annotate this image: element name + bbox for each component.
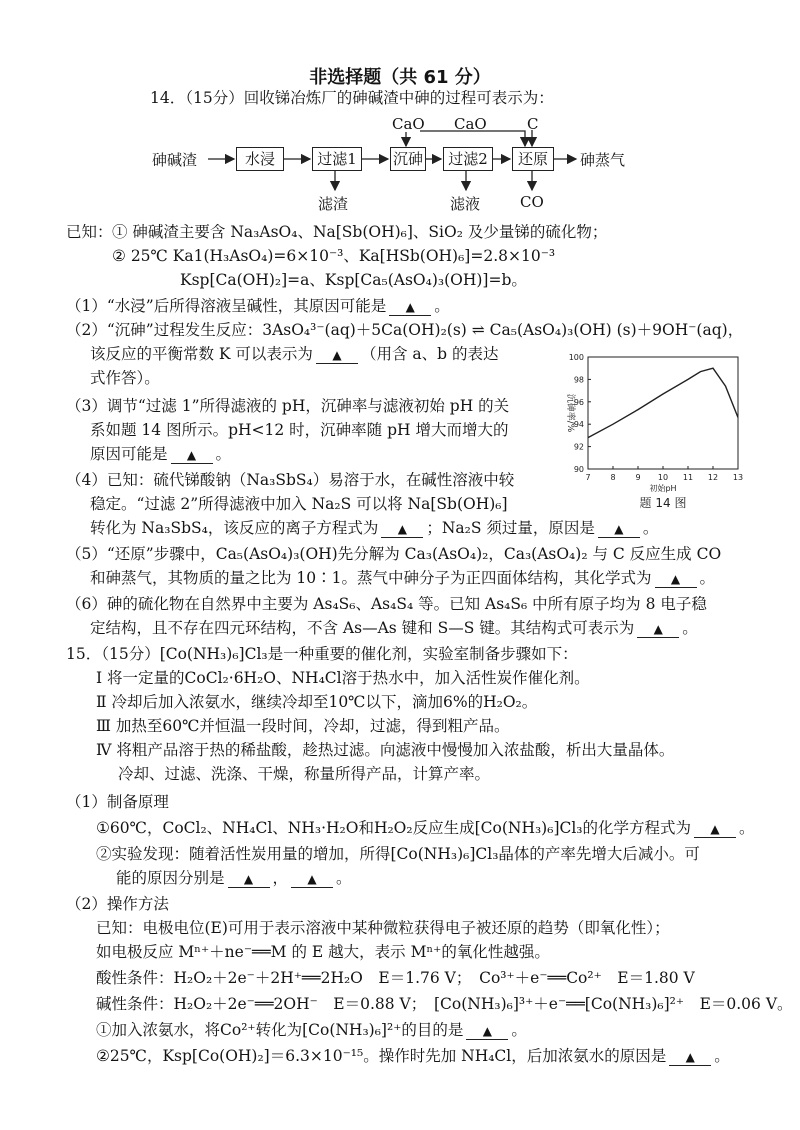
q14-part2-text: 该反应的平衡常数 K 可以表示为 (90, 345, 313, 363)
flow-out-co: CO (520, 193, 544, 211)
flow-add-cao2: CaO (454, 115, 487, 133)
q14-part2-tail: （用含 a、b 的表达 (360, 345, 499, 363)
punct: 。 (215, 445, 232, 463)
q15-known-base: 碱性条件：H₂O₂＋2e⁻══2OH⁻ E＝0.88 V； [Co(NH₃)₆]³⁺＋e⁻══[Co(NH₃)₆]²⁺ E＝0.06 V。 (96, 995, 793, 1013)
flow-input: 砷碱渣 (152, 151, 198, 169)
punct: 。 (336, 869, 352, 887)
q14-part3-line3 (90, 444, 231, 464)
answer-blank[interactable]: ▲ (389, 299, 431, 316)
q15-part2-q2 (96, 1046, 730, 1066)
q14-part3-text: 原因可能是 (90, 445, 168, 463)
y-tick-label: 98 (573, 375, 584, 385)
answer-blank[interactable]: ▲ (381, 521, 423, 538)
q15-known-2: 如电极反应 Mⁿ⁺＋ne⁻══M 的 E 越大，表示 Mⁿ⁺的氧化性越强。 (96, 943, 550, 961)
answer-blank[interactable]: ▲ (598, 521, 640, 538)
x-tick-label: 9 (635, 473, 641, 482)
flow-out-filtrate: 滤液 (450, 195, 481, 213)
q14-part4-text: 转化为 Na₃SbS₄，该反应的离子方程式为 (90, 519, 379, 537)
answer-blank[interactable]: ▲ (228, 871, 270, 888)
q15-part1-q1-text: ①60℃，CoCl₂、NH₄Cl、NH₃·H₂O和H₂O₂反应生成[Co(NH₃)₆]Cl₃的化学方程式为 (96, 819, 692, 837)
chart-caption: 题 14 图 (639, 496, 687, 510)
q14-part2-line1: （2）“沉砷”过程发生反应：3AsO₄³⁻(aq)＋5Ca(OH)₂(s) ⇌ Ca₅(AsO₄)₃(OH) (s)＋9OH⁻(aq)， (66, 321, 744, 339)
known-label: 已知： (66, 223, 113, 241)
punct: 。 (699, 569, 716, 587)
punct: 。 (682, 619, 698, 637)
q14-part4-line1: （4）已知：硫代锑酸钠（Na₃SbS₄）易溶于水，在碱性溶液中较 (66, 471, 515, 489)
q15-part1-q2-cont (116, 868, 352, 888)
q14-part3-line2: 系如题 14 图所示。pH<12 时，沉砷率随 pH 增大而增大的 (90, 421, 509, 439)
x-tick-label: 11 (682, 473, 694, 482)
x-tick-label: 13 (732, 473, 744, 482)
punct: 。 (642, 519, 659, 537)
punct: 。 (739, 819, 755, 837)
flow-step-filter2: 过滤2 (443, 147, 493, 171)
flow-output: 砷蒸气 (580, 151, 626, 169)
q14-part1-text: （1）“水浸”后所得溶液呈碱性，其原因可能是 (66, 297, 387, 315)
answer-blank[interactable]: ▲ (171, 447, 213, 464)
y-tick-label: 100 (568, 353, 584, 362)
x-tick-label: 12 (707, 473, 719, 482)
section-title: 非选择题（共 61 分） (309, 67, 491, 88)
q14-part3-line1: （3）调节“过滤 1”所得滤液的 pH，沉砷率与滤液初始 pH 的关 (66, 397, 510, 415)
y-axis-label: 沉砷率/% (565, 393, 575, 433)
punct: 。 (511, 1021, 527, 1039)
flow-out-residue: 滤渣 (318, 195, 349, 213)
y-tick-label: 90 (573, 465, 584, 474)
q15-step4-cont: 冷却、过滤、洗涤、干燥，称量所得产品，计算产率。 (118, 765, 491, 783)
q15-known-1: 已知：电极电位(E)可用于表示溶液中某种微粒获得电子被还原的趋势（即氧化性）； (96, 919, 670, 937)
q15-part2-q1 (96, 1020, 527, 1040)
q14-part2-line3: 式作答）。 (90, 369, 160, 387)
y-tick-label: 92 (573, 442, 584, 452)
q14-part6-text: 定结构，且不存在四元环结构，不含 As—As 键和 S—S 键。其结构式可表示为 (90, 619, 635, 637)
q15-part1-q2: ②实验发现：随着活性炭用量的增加，所得[Co(NH₃)₆]Cl₃晶体的产率先增大后减小。可 (96, 845, 700, 863)
y-tick-label: 96 (573, 397, 584, 407)
flow-add-c: C (527, 115, 539, 133)
known-3: Ksp[Ca(OH)₂]=a、Ksp[Ca₅(AsO₄)₃(OH)]=b。 (180, 271, 527, 289)
q14-part6-line2 (90, 618, 698, 638)
q15-step3: Ⅲ 加热至60℃并恒温一段时间，冷却，过滤，得到粗产品。 (96, 717, 510, 735)
q14-part4-line3 (90, 518, 658, 538)
answer-blank[interactable]: ▲ (655, 571, 697, 588)
arrow-cao2 (420, 131, 525, 146)
punct: 。 (434, 297, 450, 315)
chart-frame (588, 357, 738, 469)
q15-known-acid: 酸性条件：H₂O₂＋2e⁻＋2H⁺══2H₂O E＝1.76 V； Co³⁺＋e⁻══Co²⁺ E＝1.80 V (96, 969, 695, 987)
q14-part5-line1: （5）“还原”步骤中，Ca₅(AsO₄)₃(OH)先分解为 Ca₃(AsO₄)₂，Ca₃(AsO₄)₂ 与 C 反应生成 CO (66, 545, 722, 563)
ph-chart (560, 345, 775, 515)
x-tick-label: 8 (610, 473, 616, 482)
q14-intro: 14．（15分）回收锑冶炼厂的砷碱渣中砷的过程可表示为： (150, 89, 554, 107)
known-1: ① 砷碱渣主要含 Na₃AsO₄、Na[Sb(OH)₆]、SiO₂ 及少量锑的硫化物； (112, 223, 608, 241)
q14-part6-line1: （6）砷的硫化物在自然界中主要为 As₄S₆、As₄S₄ 等。已知 As₄S₆ 中所有原子均为 8 电子稳 (66, 595, 707, 613)
q14-part1 (66, 296, 450, 316)
series-line (588, 368, 738, 437)
q15-part2-heading: （2）操作方法 (66, 895, 169, 913)
x-axis-label: 初始pH (649, 484, 677, 493)
q14-part5-text: 和砷蒸气，其物质的量之比为 10∶1。蒸气中砷分子为正四面体结构，其化学式为 (90, 569, 652, 587)
q14-part2-line2 (90, 344, 498, 364)
y-tick-label: 94 (573, 420, 584, 430)
answer-blank[interactable]: ▲ (637, 621, 679, 638)
q15-intro: 15．（15分）[Co(NH₃)₆]Cl₃是一种重要的催化剂，实验室制备步骤如下： (66, 645, 578, 663)
q15-part1-q2-text: 能的原因分别是 (116, 869, 225, 887)
q14-part4-mid: ；Na₂S 须过量，原因是 (426, 519, 595, 537)
flow-step-water-leach: 水浸 (236, 147, 284, 171)
q15-part2-q2-text: ②25℃，Ksp[Co(OH)₂]＝6.3×10⁻¹⁵。操作时先加 NH₄Cl，后加浓氨水的原因是 (96, 1047, 667, 1065)
answer-blank[interactable]: ▲ (466, 1023, 508, 1040)
flow-step-filter1: 过滤1 (312, 147, 362, 171)
q14-part5-line2 (90, 568, 715, 588)
q15-step4: Ⅳ 将粗产品溶于热的稀盐酸，趁热过滤。向滤液中慢慢加入浓盐酸，析出大量晶体。 (96, 741, 675, 759)
answer-blank[interactable]: ▲ (694, 821, 736, 838)
x-tick-label: 7 (585, 473, 591, 482)
punct: 。 (714, 1047, 730, 1065)
x-tick-label: 10 (657, 473, 669, 482)
known-2: ② 25℃ Ka1(H₃AsO₄)=6×10⁻³、Ka[HSb(OH)₆]=2.8×10⁻³ (112, 247, 556, 265)
q15-step1: Ⅰ 将一定量的CoCl₂·6H₂O、NH₄Cl溶于热水中，加入活性炭作催化剂。 (96, 669, 590, 687)
q14-part4-line2: 稳定。“过滤 2”所得滤液中加入 Na₂S 可以将 Na[Sb(OH)₆] (90, 495, 508, 513)
q15-part1-heading: （1）制备原理 (66, 793, 169, 811)
q15-part1-q1 (96, 818, 755, 838)
q15-step2: Ⅱ 冷却后加入浓氨水，继续冷却至10℃以下，滴加6%的H₂O₂。 (96, 693, 538, 711)
q15-part2-q1-text: ①加入浓氨水，将Co²⁺转化为[Co(NH₃)₆]²⁺的目的是 (96, 1021, 464, 1039)
answer-blank[interactable]: ▲ (669, 1049, 711, 1066)
flow-step-reduce: 还原 (512, 147, 554, 171)
punct: ， (272, 869, 289, 887)
answer-blank[interactable]: ▲ (316, 347, 358, 364)
flow-add-cao1: CaO (392, 115, 425, 133)
answer-blank[interactable]: ▲ (291, 871, 333, 888)
flow-step-precipitate: 沉砷 (390, 147, 426, 171)
